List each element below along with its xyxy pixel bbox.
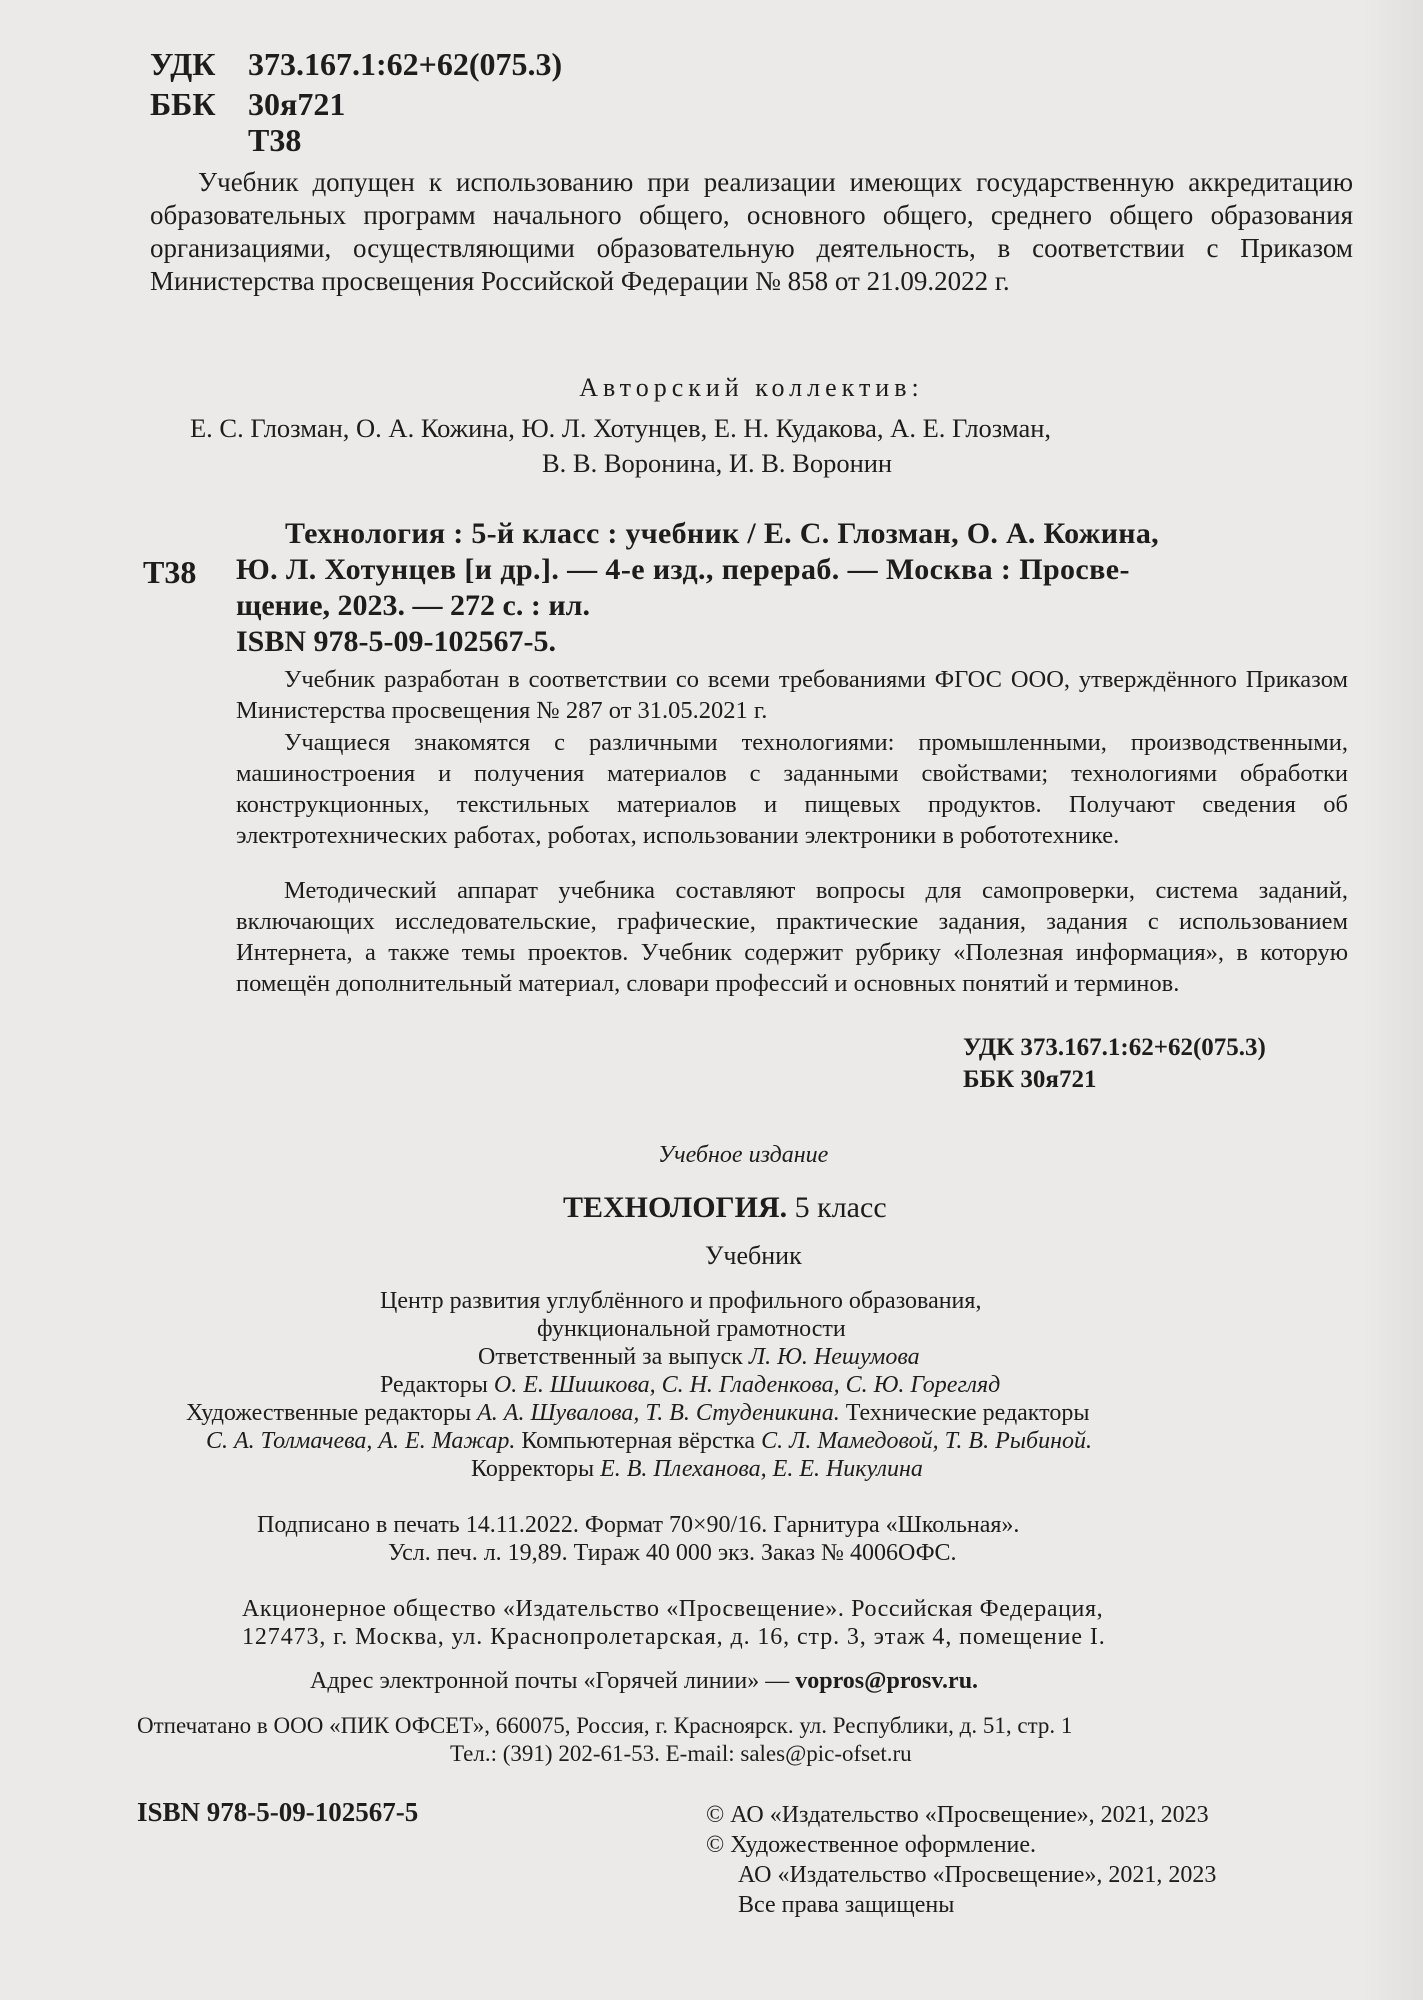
tech-editors-line [206, 1426, 1092, 1456]
layout-label: Компьютерная вёрстка [521, 1428, 756, 1454]
book-title-main: ТЕХНОЛОГИЯ. [563, 1191, 788, 1224]
bbk-value: 30я721 [248, 86, 346, 122]
bib-line2: Ю. Л. Хотунцев [и др.]. — 4-е изд., перераб. — Москва : Просве- [236, 553, 1130, 586]
abstract-1: Учебник разработан в соответствии со всеми требованиями ФГОС ООО, утверждённого Приказом Министерства просвещения № 287 от 31.05.2021 г. [236, 666, 1348, 724]
tech-editors-label: Технические редакторы [845, 1400, 1090, 1426]
email-label: Адрес электронной почты «Горячей линии» — [310, 1668, 790, 1694]
edition-type: Учебное издание [658, 1142, 829, 1168]
editors-line [380, 1370, 1000, 1400]
authors-line1: Е. С. Глозман, О. А. Кожина, Ю. Л. Хотунцев, Е. Н. Кудакова, А. Е. Глозман, [190, 413, 1052, 443]
udk-label: УДК [150, 46, 216, 82]
bbk-label: ББК [150, 86, 216, 122]
art-editors-line [186, 1398, 1089, 1428]
layout-names: С. Л. Мамедовой, Т. В. Рыбиной. [761, 1428, 1092, 1454]
udk-value: 373.167.1:62+62(075.3) [248, 46, 563, 82]
responsible-line [478, 1342, 920, 1372]
udk-repeat: УДК 373.167.1:62+62(075.3) [963, 1034, 1266, 1061]
bib-sign: Т38 [143, 554, 197, 590]
book-title [563, 1190, 887, 1226]
email-address: vopros@prosv.ru. [795, 1668, 979, 1694]
page-edge-shadow [1363, 0, 1423, 2000]
copyright-2: © Художественное оформление. [706, 1832, 1037, 1858]
responsible-label: Ответственный за выпуск [478, 1344, 743, 1370]
proof-names: Е. В. Плеханова, Е. Е. Никулина [600, 1456, 923, 1482]
bib-isbn: ISBN 978-5-09-102567-5. [236, 625, 556, 658]
book-title-grade: 5 класс [794, 1191, 887, 1224]
email-line [310, 1666, 978, 1696]
printed-line2: Тел.: (391) 202-61-53. E-mail: sales@pic-ofset.ru [450, 1741, 912, 1766]
responsible-name: Л. Ю. Нешумова [748, 1344, 920, 1370]
authors-line2: В. В. Воронина, И. В. Воронин [542, 448, 893, 478]
printed-line1: Отпечатано в ООО «ПИК ОФСЕТ», 660075, Россия, г. Красноярск. ул. Республики, д. 51, стр. 1 [137, 1713, 1073, 1738]
editors-label: Редакторы [380, 1372, 488, 1398]
bib-line1: Технология : 5-й класс : учебник / Е. С. Глозман, О. А. Кожина, [285, 517, 1159, 550]
bib-line3: щение, 2023. — 272 с. : ил. [236, 589, 590, 622]
proof-line [471, 1454, 923, 1484]
footer-isbn: ISBN 978-5-09-102567-5 [137, 1797, 419, 1827]
publisher-line2: 127473, г. Москва, ул. Краснопролетарская, д. 16, стр. 3, этаж 4, помещение I. [242, 1624, 1106, 1650]
rights-reserved: Все права защищены [738, 1892, 955, 1918]
author-sign: Т38 [248, 122, 302, 158]
tech-editors-names: С. А. Толмачева, А. Е. Мажар. [206, 1428, 516, 1454]
abstract-3: Методический аппарат учебника составляют вопросы для самопроверки, система заданий, включающих исследовательские, графические, практические задания, задания с использованием Интернета, а также темы проектов. Учебник содержит рубрику «Полезная информация», в которую помещён дополнительный материал, словари профессий и основных понятий и терминов. [236, 877, 1348, 997]
art-editors-names: А. А. Шувалова, Т. В. Студеникина. [477, 1400, 840, 1426]
art-editors-label: Художественные редакторы [186, 1400, 472, 1426]
center-line2: функциональной грамотности [537, 1316, 846, 1342]
authors-heading: Авторский коллектив: [579, 373, 924, 402]
print-info-line: Усл. печ. л. 19,89. Тираж 40 000 экз. Заказ № 4006ОФС. [388, 1540, 957, 1566]
signed-line: Подписано в печать 14.11.2022. Формат 70×90/16. Гарнитура «Школьная». [257, 1512, 1020, 1538]
copyright-3: АО «Издательство «Просвещение», 2021, 2023 [738, 1862, 1217, 1888]
abstract-2: Учащиеся знакомятся с различными технологиями: промышленными, производственными, машиностроения и получения материалов с заданными свойствами; технологиями обработки конструкционных, текстильных материалов и пищевых продуктов. Получают сведения об электротехнических работах, роботах, использовании электроники в робототехнике. [236, 729, 1348, 849]
proof-label: Корректоры [471, 1456, 595, 1482]
editors-names: О. Е. Шишкова, С. Н. Гладенкова, С. Ю. Горегляд [493, 1372, 1001, 1398]
publisher-line1: Акционерное общество «Издательство «Просвещение». Российская Федерация, [242, 1596, 1104, 1622]
book-subtitle: Учебник [705, 1241, 802, 1270]
approval-text: Учебник допущен к использованию при реализации имеющих государственную аккредитацию образовательных программ начального общего, основного общего, среднего общего образования организациями, осуществляющими образовательную деятельность, в соответствии с Приказом Министерства просвещения Российской Федерации № 858 от 21.09.2022 г. [150, 167, 1353, 296]
bbk-repeat: ББК 30я721 [963, 1066, 1097, 1093]
center-line1: Центр развития углублённого и профильного образования, [380, 1288, 982, 1314]
copyright-1: © АО «Издательство «Просвещение», 2021, 2023 [706, 1802, 1209, 1828]
